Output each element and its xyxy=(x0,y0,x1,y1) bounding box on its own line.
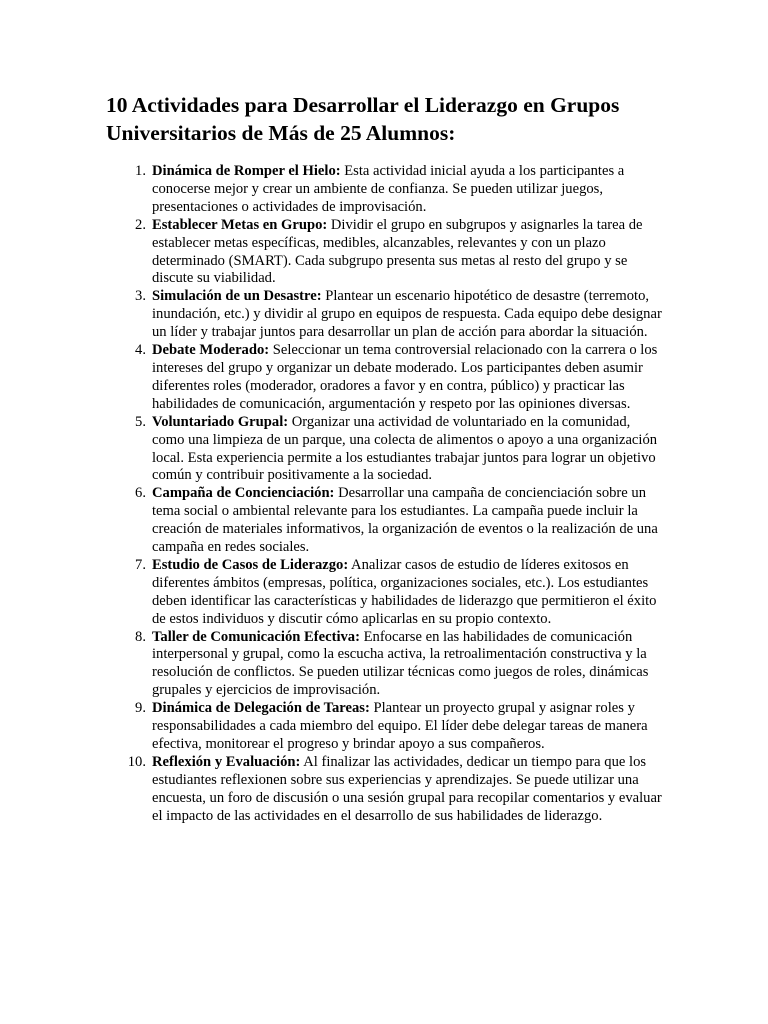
activity-name: Campaña de Concienciación: xyxy=(152,485,335,502)
activity-name: Dinámica de Romper el Hielo: xyxy=(152,163,341,179)
list-item xyxy=(135,700,662,754)
item-number: 5. xyxy=(135,413,146,430)
activity-name: Reflexión y Evaluación: xyxy=(152,753,301,770)
activity-description: Dividir el grupo en subgrupos y asignarles la tarea de establecer metas específicas, medibles, alcanzables, relevantes y con un plazo determinado (SMART). Cada subgrupo presenta sus metas al resto del grupo y se discute su viabilidad. xyxy=(152,216,643,287)
list-item xyxy=(135,288,662,342)
list-item xyxy=(127,753,662,826)
item-number: 8. xyxy=(135,628,146,645)
activity-description: Plantear un proyecto grupal y asignar roles y responsabilidades a cada miembro del equipo. El líder debe delegar tareas de manera efectiva, monitorear el progreso y brindar apoyo a sus compañeros. xyxy=(152,700,648,752)
list-item xyxy=(135,628,662,701)
list-item xyxy=(135,216,662,289)
item-number: 1. xyxy=(135,163,146,179)
item-number: 2. xyxy=(135,216,146,233)
activity-description: Analizar casos de estudio de líderes exitosos en diferentes ámbitos (empresas, política, organizaciones sociales, etc.). Los estudiantes deben identificar las características y habilidades de liderazgo que permitieron el éxito de estos individuos y discutir cómo aplicarlas en su propio contexto. xyxy=(152,556,657,627)
item-number: 10. xyxy=(127,753,146,770)
item-number: 9. xyxy=(135,700,146,717)
activity-name: Taller de Comunicación Efectiva: xyxy=(152,628,360,645)
list-item xyxy=(135,342,662,414)
activity-name: Estudio de Casos de Liderazgo: xyxy=(152,556,349,573)
item-number: 3. xyxy=(135,288,146,305)
activity-name: Simulación de un Desastre: xyxy=(152,288,322,305)
list-item xyxy=(135,485,662,557)
activity-name: Debate Moderado: xyxy=(152,342,270,359)
activity-list xyxy=(127,163,662,826)
list-item xyxy=(135,556,662,629)
activity-description: Organizar una actividad de voluntariado en la comunidad, como una limpieza de un parque, una colecta de alimentos o apoyo a una organización local. Esta experiencia permite a los estudiantes trabajar juntos para lograr un objetivo común y contribuir positivamente a la sociedad. xyxy=(152,413,658,484)
item-number: 7. xyxy=(135,556,146,573)
activity-description: Plantear un escenario hipotético de desastre (terremoto, inundación, etc.) y dividir al grupo en equipos de respuesta. Cada equipo debe designar un líder y trabajar juntos para desarrollar un plan de acción para abordar la situación. xyxy=(152,288,662,341)
item-number: 6. xyxy=(135,485,146,502)
item-number: 4. xyxy=(135,342,146,359)
list-item xyxy=(135,163,662,217)
page-title: 10 Actividades para Desarrollar el Liderazgo en Grupos Universitarios de Más de 25 Alumnos: xyxy=(106,93,620,145)
activity-description: Esta actividad inicial ayuda a los participantes a conocerse mejor y crear un ambiente de confianza. Se pueden utilizar juegos, presentaciones o actividades de improvisación. xyxy=(152,163,625,215)
activity-name: Establecer Metas en Grupo: xyxy=(152,216,328,233)
activity-description: Seleccionar un tema controversial relacionado con la carrera o los intereses del grupo y organizar un debate moderado. Los participantes deben asumir diferentes roles (moderador, oradores a favor y en contra, público) y practicar las habilidades de comunicación, argumentación y respeto por las opiniones diversas. xyxy=(152,342,658,412)
activity-name: Dinámica de Delegación de Tareas: xyxy=(152,700,370,717)
list-item xyxy=(135,413,662,486)
activity-description: Enfocarse en las habilidades de comunicación interpersonal y grupal, como la escucha activa, la retroalimentación constructiva y la resolución de conflictos. Se pueden utilizar técnicas como juegos de roles, dinámicas grupales y ejercicios de improvisación. xyxy=(152,628,649,699)
activity-name: Voluntariado Grupal: xyxy=(152,413,289,430)
activity-description: Desarrollar una campaña de concienciación sobre un tema social o ambiental relevante para los estudiantes. La campaña puede incluir la creación de materiales informativos, la organización de eventos o la realización de una campaña en redes sociales. xyxy=(152,485,658,556)
activity-description: Al finalizar las actividades, dedicar un tiempo para que los estudiantes reflexionen sobre sus experiencias y aprendizajes. Se puede utilizar una encuesta, un foro de discusión o una sesión grupal para recopilar comentarios y evaluar el impacto de las actividades en el desarrollo de sus habilidades de liderazgo. xyxy=(152,753,662,824)
